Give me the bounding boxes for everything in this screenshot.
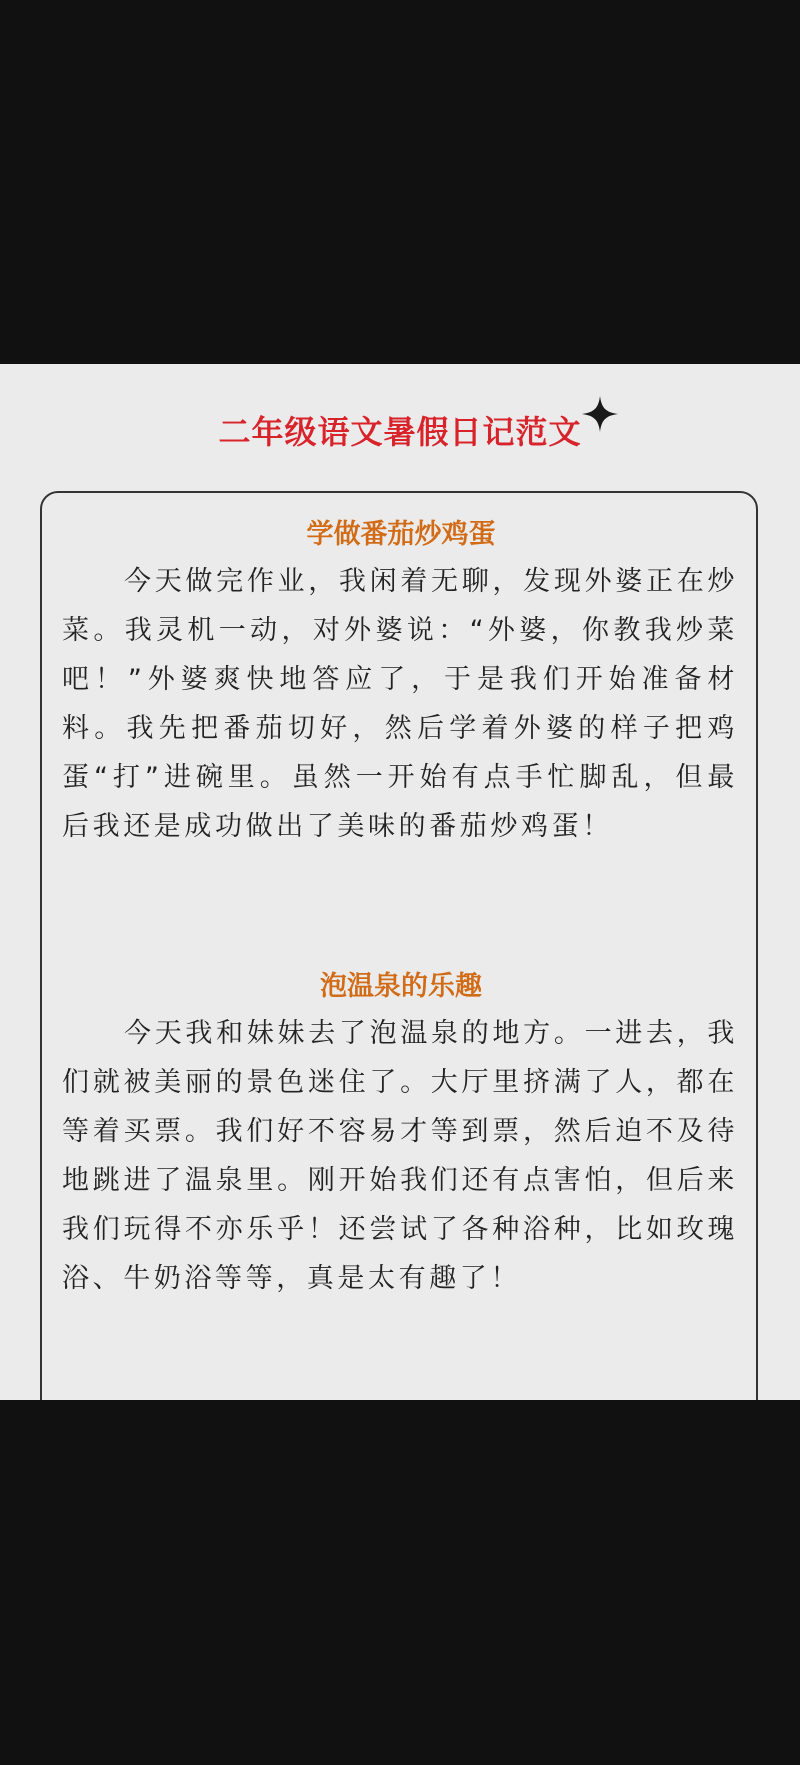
page-title: [214, 410, 585, 454]
page-title-text: 二年级语文暑假日记范文: [218, 413, 582, 451]
sparkle-icon: [580, 394, 620, 434]
section-title-2: 泡温泉的乐趣: [320, 971, 482, 1002]
diary-card: [40, 491, 758, 1400]
section-body-2: 今天我和妹妹去了泡温泉的地方。一进去，我们就被美丽的景色迷住了。大厅里挤满了人，都在等着买票。我们好不容易才等到票，然后迫不及待地跳进了温泉里。刚开始我们还有点害怕，但后来我们玩得不亦乐乎！还尝试了各种浴种，比如玫瑰浴、牛奶浴等等，真是太有趣了！: [62, 1018, 738, 1294]
top-black-bar: [0, 0, 800, 364]
title-wrap: [0, 410, 800, 454]
section-body-1: 今天做完作业，我闲着无聊，发现外婆正在炒菜。我灵机一动，对外婆说：“外婆，你教我炒菜吧！”外婆爽快地答应了，于是我们开始准备材料。我先把番茄切好，然后学着外婆的样子把鸡蛋“打”进碗里。虽然一开始有点手忙脚乱，但最后我还是成功做出了美味的番茄炒鸡蛋！: [62, 566, 738, 842]
section-title-1: 学做番茄炒鸡蛋: [306, 519, 496, 550]
bottom-black-bar: [0, 1400, 800, 1765]
diary-page: [0, 364, 800, 1400]
